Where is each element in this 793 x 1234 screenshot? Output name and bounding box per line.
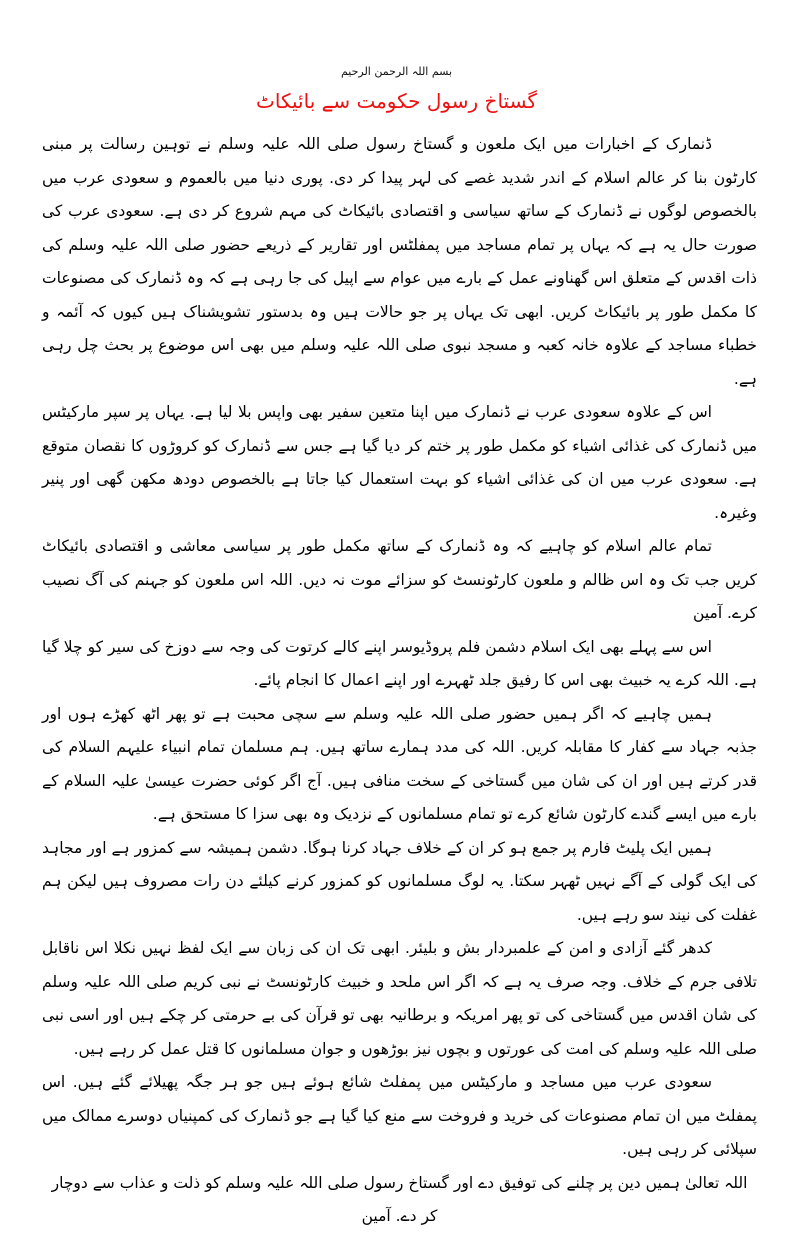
page-title: گستاخ رسول حکومت سے بائیکاٹ (256, 89, 537, 113)
paragraph-boycott-call: تمام عالم اسلام کو چاہیے کہ وہ ڈنمارک کے ساتھ مکمل طور پر سیاسی معاشی و اقتصادی بائیکاٹ کریں جب تک وہ اس ظالم و ملعون کارٹونسٹ کو سزائے موت نہ دیں. اللہ اس ملعون کو جہنم کی آگ نصیب کرے. آمین (42, 537, 757, 622)
paragraph-bush-blair: کدھر گئے آزادی و امن کے علمبردار بش و بلیئر. ابھی تک ان کی زبان سے ایک لفظ نہیں نکلا اس ناقابل تلافی جرم کے خلاف. وجہ صرف یہ ہے کہ اگر اس ملحد و خبیث کارٹونسٹ نے نبی کریم صلی اللہ علیہ وسلم کی شان اقدس میں گستاخی کی تو پھر امریکہ و برطانیہ بھی تو قرآن کی بے حرمتی کر چکے ہیں اور اسی نبی صلی اللہ علیہ وسلم کی امت کی عورتوں و بچوں نیز بوڑھوں و جوان مسلمانوں کا قتل عمل کر رہے ہیں. (42, 939, 757, 1058)
paragraph-denmark-cartoons: ڈنمارک کے اخبارات میں ایک ملعون و گستاخ رسول صلی اللہ علیہ وسلم نے توہین رسالت پر مبنی کارٹون بنا کر عالم اسلام کے اندر شدید غصے کی لہر پیدا کر دی. پوری دنیا میں بالعموم و سعودی عرب میں بالخصوص لوگوں نے ڈنمارک کے ساتھ سیاسی و اقتصادی بائیکاٹ کی مہم شروع کر دی ہے. سعودی عرب کی صورت حال یہ ہے کہ یہاں پر تمام مساجد میں پمفلٹس اور تقاریر کے ذریعے حضور صلی اللہ علیہ وسلم کی ذات اقدس کے متعلق اس گھناونے عمل کے بارے میں عوام سے اپیل کی جا رہی ہے کہ وہ ڈنمارک کی مصنوعات کا مکمل طور پر بائیکاٹ کریں. ابھی تک یہاں پر جو حالات ہیں وہ بدستور تشویشناک ہیں کیوں کہ آئمہ و خطباء مساجد کے علاوہ خانہ کعبہ و مسجد نبوی صلی اللہ علیہ وسلم میں بھی اس موضوع پر بحث چل رہی ہے. (42, 135, 757, 388)
bismillah-header: بسم اللہ الرحمن الرحیم (340, 65, 453, 78)
paragraph-film-producer: اس سے پہلے بھی ایک اسلام دشمن فلم پروڈیوسر اپنے کالے کرتوت کی وجہ سے دوزخ کی سیر کو چلا گیا ہے. اللہ کرے یہ خبیث بھی اس کا رفیق جلد ٹھہرے اور اپنے اعمال کا انجام پائے. (42, 637, 757, 689)
paragraph-pamphlets: سعودی عرب میں مساجد و مارکیٹس میں پمفلٹ شائع ہوئے ہیں جو ہر جگہ پھیلائے گئے ہیں. اس پمفلٹ میں ان تمام مصنوعات کی خرید و فروخت سے منع کیا گیا ہے جو ڈنمارک کی کمپنیاں دوسرے ممالک میں سپلائی کر رہی ہیں. (42, 1073, 757, 1158)
article-body (42, 128, 757, 1234)
paragraph-closing-prayer: اللہ تعالیٰ ہمیں دین پر چلنے کی توفیق دے اور گستاخ رسول صلی اللہ علیہ وسلم کو ذلت و عذاب سے دوچار کر دے. آمین (51, 1173, 748, 1225)
paragraph-saudi-ambassador: اس کے علاوہ سعودی عرب نے ڈنمارک میں اپنا متعین سفیر بھی واپس بلا لیا ہے. یہاں پر سپر مارکیٹس میں ڈنمارک کی غذائی اشیاء کو مکمل طور پر ختم کر دیا گیا ہے جس سے ڈنمارک کو کروڑوں کا نقصان متوقع ہے. سعودی عرب میں ان کی غذائی اشیاء کو بہت استعمال کیا جاتا ہے بالخصوص دودھ مکھن گھی اور پنیر وغیرہ. (42, 403, 757, 522)
paragraph-unity: ہمیں ایک پلیٹ فارم پر جمع ہو کر ان کے خلاف جہاد کرنا ہوگا. دشمن ہمیشہ سے کمزور ہے اور مجاہد کی ایک گولی کے آگے نہیں ٹھہر سکتا. یہ لوگ مسلمانوں کو کمزور کرنے کیلئے دن رات مصروف ہیں لیکن ہم غفلت کی نیند سو رہے ہیں. (42, 838, 757, 924)
paragraph-love-of-prophet: ہمیں چاہیے کہ اگر ہمیں حضور صلی اللہ علیہ وسلم سے سچی محبت ہے تو پھر اٹھ کھڑے ہوں اور جذبہ جہاد سے کفار کا مقابلہ کریں. اللہ کی مدد ہمارے ساتھ ہیں. ہم مسلمان تمام انبیاء علیہم السلام کی قدر کرتے ہیں اور ان کی شان میں گستاخی کے سخت منافی ہیں. آج اگر کوئی حضرت عیسیٰ علیہ السلام کے بارے میں ایسے گندے کارٹون شائع کرے تو تمام مسلمانوں کے نزدیک وہ بھی سزا کا مستحق ہے. (42, 704, 757, 823)
